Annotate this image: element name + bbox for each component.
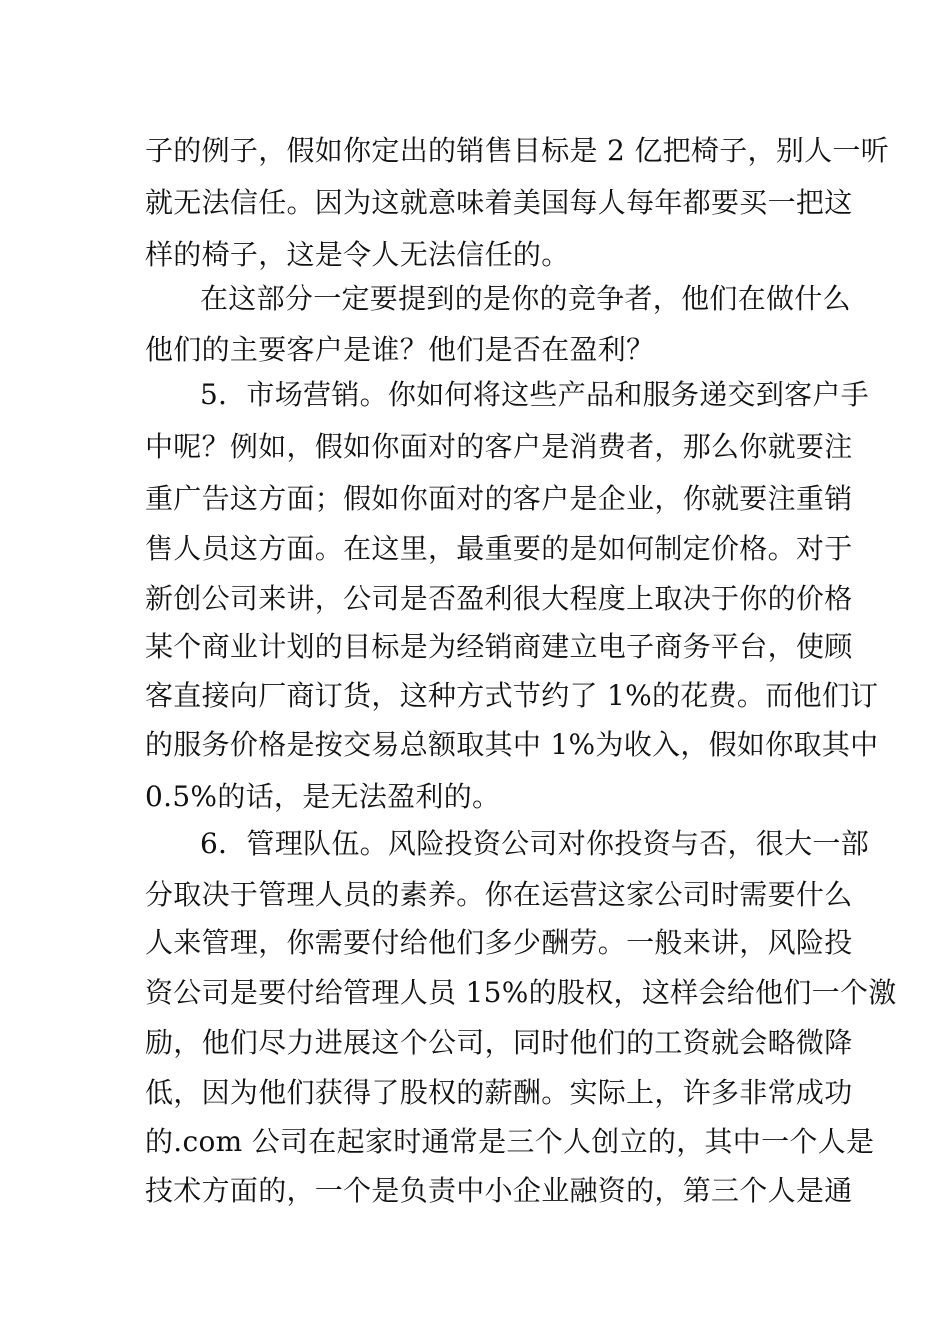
text-line: 的服务价格是按交易总额取其中 1%为收入，假如你取其中 bbox=[145, 728, 879, 761]
text-line: 他们的主要客户是谁？他们是否在盈利？ bbox=[145, 333, 655, 366]
text-line: 中呢？例如，假如你面对的客户是消费者，那么你就要注 bbox=[145, 430, 853, 463]
text-line: 客直接向厂商订货，这种方式节约了 1%的花费。而他们订 bbox=[145, 679, 879, 712]
text-line: 0.5%的话，是无法盈利的。 bbox=[145, 780, 501, 813]
text-line: 样的椅子，这是令人无法信任的。 bbox=[145, 238, 570, 271]
text-line: 售人员这方面。在这里，最重要的是如何制定价格。对于 bbox=[145, 532, 853, 565]
text-line: 技术方面的，一个是负责中小企业融资的，第三个人是通 bbox=[145, 1174, 853, 1207]
text-line: 某个商业计划的目标是为经销商建立电子商务平台，使顾 bbox=[145, 630, 853, 663]
paragraph-start-line: 6．管理队伍。风险投资公司对你投资与否，很大一部 bbox=[200, 827, 870, 860]
text-line: 低，因为他们获得了股权的薪酬。实际上，许多非常成功 bbox=[145, 1076, 853, 1109]
text-line: 资公司是要付给管理人员 15%的股权，这样会给他们一个激 bbox=[145, 976, 897, 1009]
text-line: 新创公司来讲，公司是否盈利很大程度上取决于你的价格 bbox=[145, 582, 853, 615]
text-line: 子的例子，假如你定出的销售目标是 2 亿把椅子，别人一听 bbox=[145, 134, 890, 167]
paragraph-start-line: 在这部分一定要提到的是你的竞争者，他们在做什么 bbox=[200, 282, 851, 315]
paragraph-start-line: 5．市场营销。你如何将这些产品和服务递交到客户手 bbox=[200, 378, 870, 411]
text-line: 就无法信任。因为这就意味着美国每人每年都要买一把这 bbox=[145, 186, 853, 219]
text-line: 人来管理，你需要付给他们多少酬劳。一般来讲，风险投 bbox=[145, 926, 853, 959]
text-line: 重广告这方面；假如你面对的客户是企业，你就要注重销 bbox=[145, 482, 853, 515]
text-line: 的.com 公司在起家时通常是三个人创立的，其中一个人是 bbox=[145, 1125, 875, 1158]
text-line: 励，他们尽力进展这个公司，同时他们的工资就会略微降 bbox=[145, 1026, 853, 1059]
text-line: 分取决于管理人员的素养。你在运营这家公司时需要什么 bbox=[145, 878, 853, 911]
